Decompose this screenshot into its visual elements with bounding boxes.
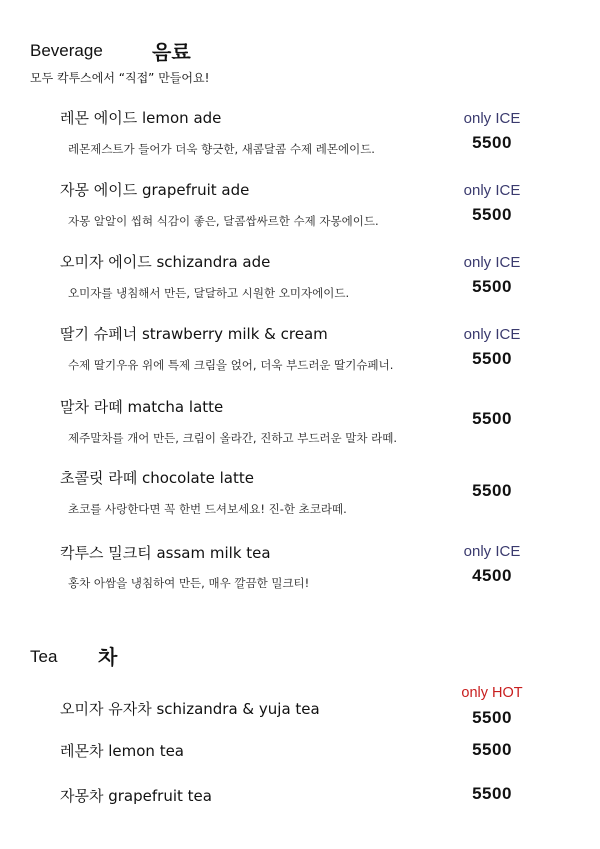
- item-name: 자몽 에이드 grapefruit ade: [60, 181, 250, 199]
- only-ice-tag: only ICE: [463, 326, 521, 343]
- item-price: 5500: [472, 409, 512, 428]
- item-price: 5500: [472, 277, 512, 296]
- item-description: 초코를 사랑한다면 꼭 한번 드셔보세요! 진-한 초코라떼.: [68, 502, 347, 516]
- only-ice-tag: only ICE: [463, 543, 521, 560]
- item-description: 레몬제스트가 들어가 더욱 향긋한, 새콤달콤 수제 레몬에이드.: [68, 142, 375, 156]
- item-description: 오미자를 냉침해서 만든, 달달하고 시원한 오미자에이드.: [68, 286, 350, 300]
- item-price: 5500: [472, 740, 512, 759]
- item-name: 자몽차 grapefruit tea: [60, 787, 212, 805]
- item-name: 말차 라떼 matcha latte: [60, 398, 224, 416]
- item-description: 자몽 알알이 씹혀 식감이 좋은, 달콤쌉싸르한 수제 자몽에이드.: [68, 214, 379, 228]
- section-subtitle: 모두 칵투스에서 “직접” 만들어요!: [30, 71, 210, 85]
- item-price: 5500: [472, 708, 512, 727]
- section-title-beverage-ko: 음료: [152, 40, 191, 64]
- only-ice-tag: only ICE: [463, 110, 521, 127]
- item-name: 오미자 에이드 schizandra ade: [60, 253, 271, 271]
- section-title-tea-ko: 차: [98, 645, 118, 669]
- item-description: 홍차 아쌈을 냉침하여 만든, 매우 깔끔한 밀크티!: [68, 576, 310, 590]
- section-title-beverage-en: Beverage: [30, 41, 103, 60]
- item-price: 5500: [472, 481, 512, 500]
- item-name: 초콜릿 라떼 chocolate latte: [60, 469, 254, 487]
- item-price: 5500: [472, 205, 512, 224]
- only-ice-tag: only ICE: [463, 182, 521, 199]
- only-hot-tag: only HOT: [461, 685, 523, 701]
- section-title-tea-en: Tea: [30, 647, 58, 666]
- item-name: 레몬 에이드 lemon ade: [60, 109, 222, 127]
- item-price: 4500: [472, 566, 512, 585]
- item-description: 수제 딸기우유 위에 특제 크림을 얹어, 더욱 부드러운 딸기슈페너.: [68, 358, 394, 372]
- item-name: 레몬차 lemon tea: [60, 742, 185, 760]
- only-ice-tag: only ICE: [463, 254, 521, 271]
- item-description: 제주말차를 개어 만든, 크림이 올라간, 진하고 부드러운 말차 라떼.: [68, 431, 398, 445]
- item-name: 칵투스 밀크티 assam milk tea: [60, 544, 271, 562]
- item-name: 오미자 유자차 schizandra & yuja tea: [60, 700, 320, 718]
- item-price: 5500: [472, 349, 512, 368]
- item-price: 5500: [472, 784, 512, 803]
- item-price: 5500: [472, 133, 512, 152]
- item-name: 딸기 슈페너 strawberry milk & cream: [60, 325, 328, 343]
